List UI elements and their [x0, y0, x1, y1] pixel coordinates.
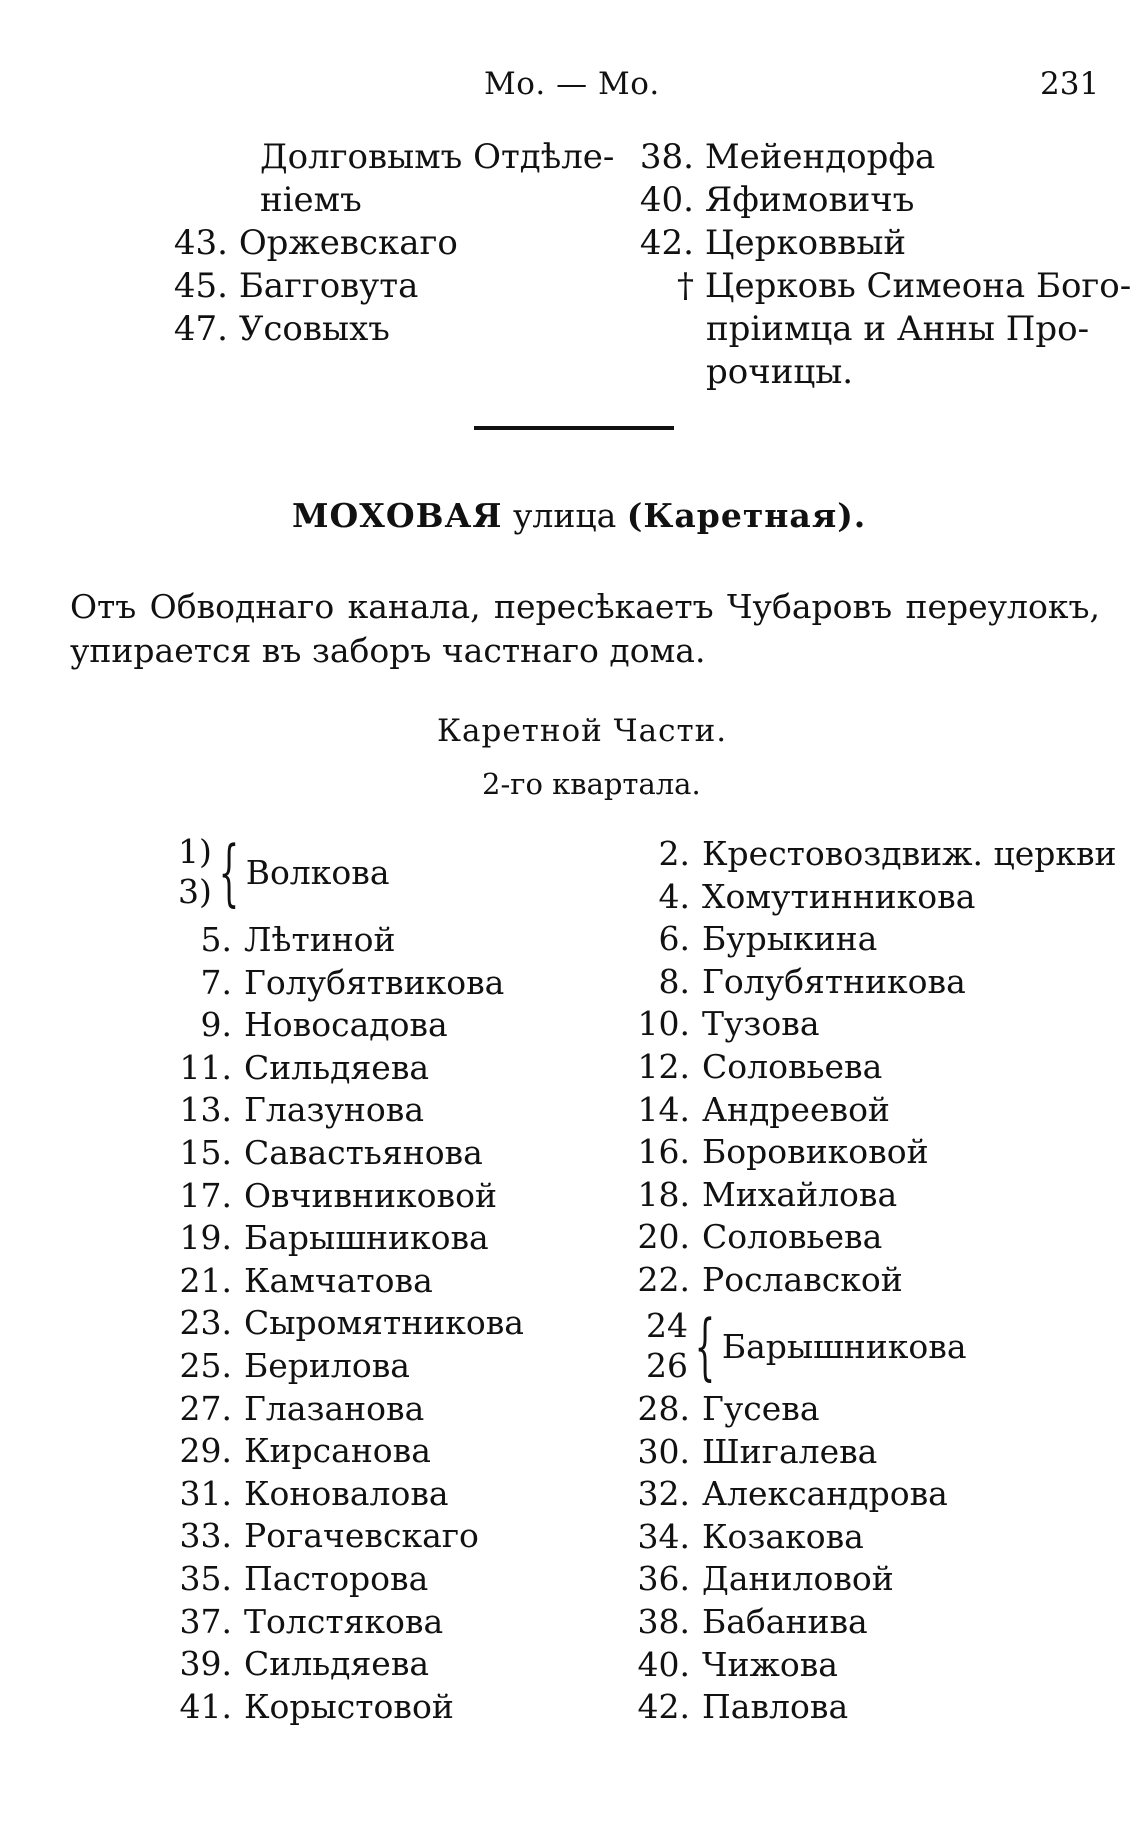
house-number: 23.: [179, 1303, 232, 1343]
running-header: Мо. — Мо.: [484, 66, 660, 102]
house-entry: [160, 920, 396, 959]
house-number: 18.: [637, 1174, 690, 1214]
house-entry: [618, 1004, 820, 1043]
house-entry: [618, 1175, 897, 1214]
house-number: 7.: [200, 962, 232, 1002]
house-number: 35.: [179, 1559, 232, 1598]
owner-name: Коновалова: [244, 1473, 449, 1513]
owner-name: Корыстовой: [244, 1686, 454, 1726]
owner-name: Барышникова: [721, 1326, 967, 1366]
owner-name: Сыромятникова: [244, 1303, 524, 1343]
house-entry: [618, 1260, 903, 1299]
owner-name: Козакова: [702, 1516, 864, 1556]
continuation-line: [170, 308, 614, 351]
continuation-number: 40.: [639, 180, 694, 220]
house-number: 36.: [637, 1559, 690, 1599]
house-entry: [160, 1303, 524, 1342]
owner-name: Рогачевскаго: [244, 1516, 479, 1556]
owner-name: Михайлова: [702, 1174, 898, 1214]
house-number: 4.: [658, 876, 690, 916]
continuation-number: 47.: [173, 309, 228, 349]
house-number: 40.: [637, 1644, 690, 1684]
continuation-line: [636, 351, 1131, 394]
owner-name: Андреевой: [702, 1089, 890, 1129]
continuation-right-column: [636, 136, 1131, 394]
owner-name: Бурыкина: [702, 919, 878, 959]
continuation-text: Долговымъ Отдѣле-: [260, 137, 615, 177]
house-entry: [160, 1389, 424, 1428]
house-entry: [160, 963, 504, 1002]
house-number: 39.: [179, 1644, 232, 1684]
house-number: 25.: [179, 1346, 232, 1385]
house-number: 14.: [637, 1089, 690, 1129]
street-name: МОХОВАЯ: [292, 496, 503, 535]
house-entry: [160, 1687, 454, 1726]
house-entry: [160, 1559, 428, 1598]
street-type: улица: [502, 496, 627, 535]
continuation-number: 38.: [639, 137, 694, 177]
continuation-line: [170, 136, 614, 179]
street-description: Отъ Обводнаго канала, пересѣкаетъ Чубаровъ переулокъ, упирается въ заборъ частнаго дома.: [70, 587, 1100, 670]
house-entry: [618, 1559, 894, 1598]
owner-name: Голубятникова: [702, 961, 966, 1001]
street-part: (Каретная).: [626, 496, 867, 535]
page-number: 231: [1040, 66, 1100, 102]
house-entry: [618, 1432, 877, 1471]
house-entry: [618, 1602, 868, 1641]
house-entry: [160, 1218, 489, 1257]
braced-numbers: [628, 1306, 688, 1386]
owner-name: Крестовоздвиж. церкви: [702, 834, 1117, 873]
house-entry: [618, 1389, 820, 1428]
house-entry: [618, 1517, 864, 1556]
owner-name: Чижова: [702, 1644, 838, 1684]
continuation-line: [636, 308, 1131, 351]
continuation-text: рочицы.: [706, 352, 854, 392]
continuation-line: [170, 222, 614, 265]
owner-name: Соловьева: [702, 1047, 883, 1086]
continuation-text: ніемъ: [260, 180, 362, 220]
house-entry: [618, 1090, 890, 1129]
house-entry: [618, 1645, 838, 1684]
house-number: 3): [178, 872, 212, 911]
house-number: 13.: [179, 1090, 232, 1130]
house-entry: [160, 1090, 424, 1129]
street-title: [292, 496, 866, 535]
house-entry: [160, 1176, 497, 1215]
owner-name: Шигалева: [702, 1431, 878, 1471]
continuation-text: пріимца и Анны Про-: [706, 309, 1090, 349]
house-number: 29.: [179, 1431, 232, 1471]
house-number: 10.: [637, 1004, 690, 1044]
house-number: 32.: [637, 1474, 690, 1514]
quarter-heading: 2-го квартала.: [482, 767, 701, 801]
house-number: 8.: [658, 961, 690, 1001]
house-number: 31.: [179, 1473, 232, 1513]
continuation-line: [170, 265, 614, 308]
braced-entry: [628, 1306, 967, 1386]
house-number: 26: [646, 1346, 688, 1385]
house-entry: [160, 1602, 443, 1641]
owner-name: Глазунова: [244, 1090, 425, 1130]
owner-name: Волкова: [245, 852, 390, 892]
house-number: 2.: [658, 834, 690, 873]
owner-name: Лѣтиной: [244, 920, 396, 959]
owner-name: Соловьева: [702, 1217, 883, 1257]
house-entry: [160, 1261, 433, 1300]
house-number: 19.: [179, 1218, 232, 1258]
owner-name: Сильдяева: [244, 1047, 430, 1087]
continuation-line: [636, 136, 1131, 179]
continuation-number: 43.: [173, 223, 228, 263]
owner-name: Хомутинникова: [702, 876, 976, 916]
continuation-line: [170, 179, 614, 222]
braced-numbers: [178, 832, 212, 912]
house-number: 17.: [179, 1175, 232, 1215]
continuation-line: [636, 265, 1131, 308]
house-entry: [618, 877, 975, 916]
section-divider: [474, 426, 674, 430]
house-number: 37.: [179, 1601, 232, 1641]
continuation-text: Церковь Симеона Бого-: [704, 266, 1132, 306]
house-entry: [160, 1133, 483, 1172]
house-entry: [160, 1431, 431, 1470]
continuation-text: Церковвый: [704, 223, 907, 263]
house-entry: [160, 1346, 410, 1385]
house-number: 11.: [179, 1047, 232, 1087]
house-entry: [160, 1474, 449, 1513]
house-number: 6.: [658, 919, 690, 959]
house-number: 42.: [637, 1687, 690, 1727]
owner-name: Овчивниковой: [244, 1175, 497, 1215]
house-number: 12.: [637, 1047, 690, 1086]
house-entry: [618, 962, 966, 1001]
owner-name: Боровиковой: [702, 1132, 929, 1172]
house-entry: [160, 1005, 448, 1044]
continuation-text: Яфимовичъ: [704, 180, 915, 220]
house-number: 41.: [179, 1686, 232, 1726]
house-number: 16.: [637, 1132, 690, 1172]
owner-name: Даниловой: [702, 1559, 894, 1599]
continuation-text: Усовыхъ: [238, 309, 390, 349]
house-entry: [618, 1217, 882, 1256]
owner-name: Новосадова: [244, 1005, 448, 1045]
owner-name: Берилова: [244, 1346, 410, 1385]
house-entry: [618, 1474, 948, 1513]
owner-name: Бабанива: [702, 1602, 868, 1641]
house-number: 33.: [179, 1516, 232, 1556]
house-number: 24: [646, 1306, 688, 1345]
owner-name: Савастьянова: [244, 1133, 483, 1172]
owner-name: Александрова: [702, 1474, 948, 1514]
house-number: 20.: [637, 1217, 690, 1257]
house-number: 1): [178, 832, 212, 871]
house-number: 28.: [637, 1389, 690, 1428]
owner-name: Сильдяева: [244, 1644, 430, 1684]
continuation-text: Мейендорфа: [704, 137, 936, 177]
owner-name: Гусева: [702, 1389, 820, 1428]
braced-entry: [178, 832, 390, 912]
house-entry: [618, 1132, 929, 1171]
continuation-number: 45.: [173, 266, 228, 306]
brace-icon: {: [694, 1304, 716, 1388]
continuation-text: Багговута: [238, 266, 419, 306]
house-number: 38.: [637, 1602, 690, 1641]
house-entry: [160, 1516, 479, 1555]
house-entry: [160, 1048, 429, 1087]
continuation-left-column: [170, 136, 614, 351]
house-entry: [618, 1687, 848, 1726]
house-number: 5.: [200, 920, 232, 959]
house-entry: [160, 1644, 429, 1683]
continuation-line: [636, 179, 1131, 222]
house-number: 27.: [179, 1388, 232, 1428]
owner-name: Павлова: [702, 1687, 849, 1727]
house-number: 34.: [637, 1516, 690, 1556]
house-entry: [618, 834, 1117, 873]
continuation-line: [636, 222, 1131, 265]
owner-name: Тузова: [702, 1004, 820, 1044]
house-number: 22.: [637, 1260, 690, 1299]
owner-name: Толстякова: [244, 1601, 444, 1641]
house-entry: [618, 1047, 882, 1086]
house-number: 15.: [179, 1133, 232, 1172]
owner-name: Камчатова: [244, 1260, 433, 1300]
owner-name: Барышникова: [244, 1218, 489, 1258]
owner-name: Голубятвикова: [244, 962, 505, 1002]
owner-name: Кирсанова: [244, 1431, 431, 1471]
continuation-number: 42.: [639, 223, 694, 263]
cross-icon: †: [677, 266, 694, 306]
house-number: 9.: [200, 1005, 232, 1045]
house-entry: [618, 919, 877, 958]
continuation-text: Оржевскаго: [238, 223, 458, 263]
house-number: 21.: [179, 1260, 232, 1300]
brace-icon: {: [218, 830, 240, 914]
owner-name: Глазанова: [244, 1388, 425, 1428]
owner-name: Пасторова: [244, 1559, 429, 1598]
owner-name: Рославской: [702, 1260, 903, 1299]
house-number: 30.: [637, 1431, 690, 1471]
part-heading: Каретной Части.: [437, 713, 728, 749]
